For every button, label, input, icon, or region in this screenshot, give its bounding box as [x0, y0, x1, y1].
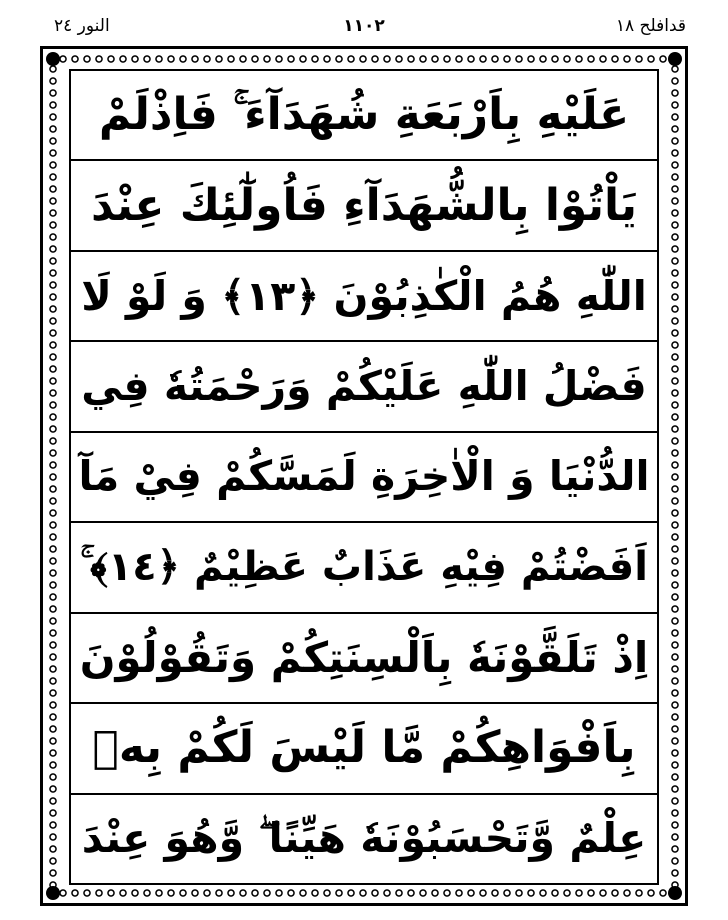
text-line	[71, 161, 657, 251]
ornamental-frame	[40, 46, 688, 906]
page-header	[40, 14, 688, 40]
text-line	[71, 342, 657, 432]
text-area	[69, 69, 659, 885]
corner-ornament-icon	[46, 52, 60, 66]
text-line	[71, 252, 657, 342]
text-line	[71, 433, 657, 523]
para-name: قدافلح ١٨	[615, 16, 686, 36]
verse-text: عِلْمٌ وَّتَحْسَبُوْنَهٗ هَيِّنًا ۖ وَّهُوَ عِنْدَ	[81, 814, 647, 863]
text-line	[71, 614, 657, 704]
text-line	[71, 71, 657, 161]
corner-ornament-icon	[668, 52, 682, 66]
text-line	[71, 523, 657, 613]
corner-ornament-icon	[668, 886, 682, 900]
verse-text: بِاَفْوَاهِكُمْ مَّا لَيْسَ لَكُمْ بِهٖ	[92, 722, 636, 774]
verse-text: عَلَيْهِ بِاَرْبَعَةِ شُهَدَآءَ ۚ فَاِذْلَمْ	[98, 89, 630, 141]
verse-text: فَضْلُ اللّٰهِ عَلَيْكُمْ وَرَحْمَتُهٗ فِي	[81, 362, 647, 411]
verse-text: يَاْتُوْا بِالشُّهَدَآءِ فَاُولٰٓئِكَ عِنْدَ	[90, 179, 638, 231]
surah-name: النور ٢٤	[54, 16, 110, 36]
verse-text: اِذْ تَلَقَّوْنَهٗ بِاَلْسِنَتِكُمْ وَتَقُوْلُوْنَ	[79, 632, 649, 682]
frame-border-left	[47, 63, 59, 889]
verse-text: اللّٰهِ هُمُ الْكٰذِبُوْنَ ﴿١٣﴾ وَ لَوْ لَا	[81, 271, 647, 320]
frame-border-bottom	[57, 887, 671, 899]
frame-border-top	[57, 53, 671, 65]
corner-ornament-icon	[46, 886, 60, 900]
verse-text: الدُّنْيَا وَ الْاٰخِرَةِ لَمَسَّكُمْ فِيْ مَآ	[78, 452, 650, 501]
frame-border-right	[669, 63, 681, 889]
page-number: ١١٠٢	[343, 16, 385, 36]
text-line	[71, 795, 657, 883]
text-line	[71, 704, 657, 794]
verse-text: اَفَضْتُمْ فِيْهِ عَذَابٌ عَظِيْمٌ ﴿١٤﴾ ۚ	[80, 544, 648, 591]
